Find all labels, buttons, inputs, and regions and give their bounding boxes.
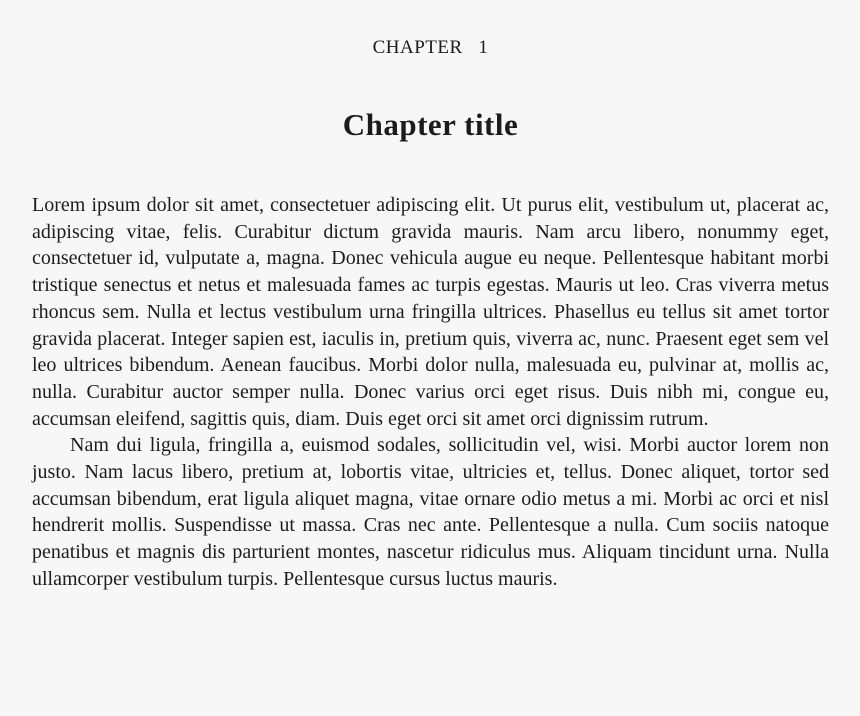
- body-text: [32, 192, 829, 593]
- paragraph-2: Nam dui ligula, fringilla a, euismod sodales, sollicitudin vel, wisi. Morbi auctor lorem non justo. Nam lacus libero, pretium at, lobortis vitae, ultricies et, tellus. Donec aliquet, tortor sed accumsan bibendum, erat ligula aliquet magna, vitae ornare odio metus a mi. Morbi ac orci et nisl hendrerit mollis. Suspendisse ut massa. Cras nec ante. Pellentesque a nulla. Cum sociis natoque penatibus et magnis dis parturient montes, nascetur ridiculus mus. Aliquam tincidunt urna. Nulla ullamcorper vestibulum turpis. Pellentesque cursus luctus mauris.: [32, 434, 829, 590]
- paragraph-1: Lorem ipsum dolor sit amet, consectetuer adipiscing elit. Ut purus elit, vestibulum ut, placerat ac, adipiscing vitae, felis. Curabitur dictum gravida mauris. Nam arcu libero, nonummy eget, consectetuer id, vulputate a, magna. Donec vehicula augue eu neque. Pellentesque habitant morbi tristique senectus et netus et malesuada fames ac turpis egestas. Mauris ut leo. Cras viverra metus rhoncus sem. Nulla et lectus vestibulum urna fringilla ultrices. Phasellus eu tellus sit amet tortor gravida placerat. Integer sapien est, iaculis in, pretium quis, viverra ac, nunc. Praesent eget sem vel leo ultrices bibendum. Aenean faucibus. Morbi dolor nulla, malesuada eu, pulvinar at, mollis ac, nulla. Curabitur auctor semper nulla. Donec varius orci eget risus. Duis nibh mi, congue eu, accumsan eleifend, sagittis quis, diam. Duis eget orci sit amet orci dignissim rutrum.: [32, 193, 829, 430]
- chapter-title: Chapter title: [342, 106, 519, 142]
- chapter-number-heading: CHAPTER 1: [372, 37, 489, 58]
